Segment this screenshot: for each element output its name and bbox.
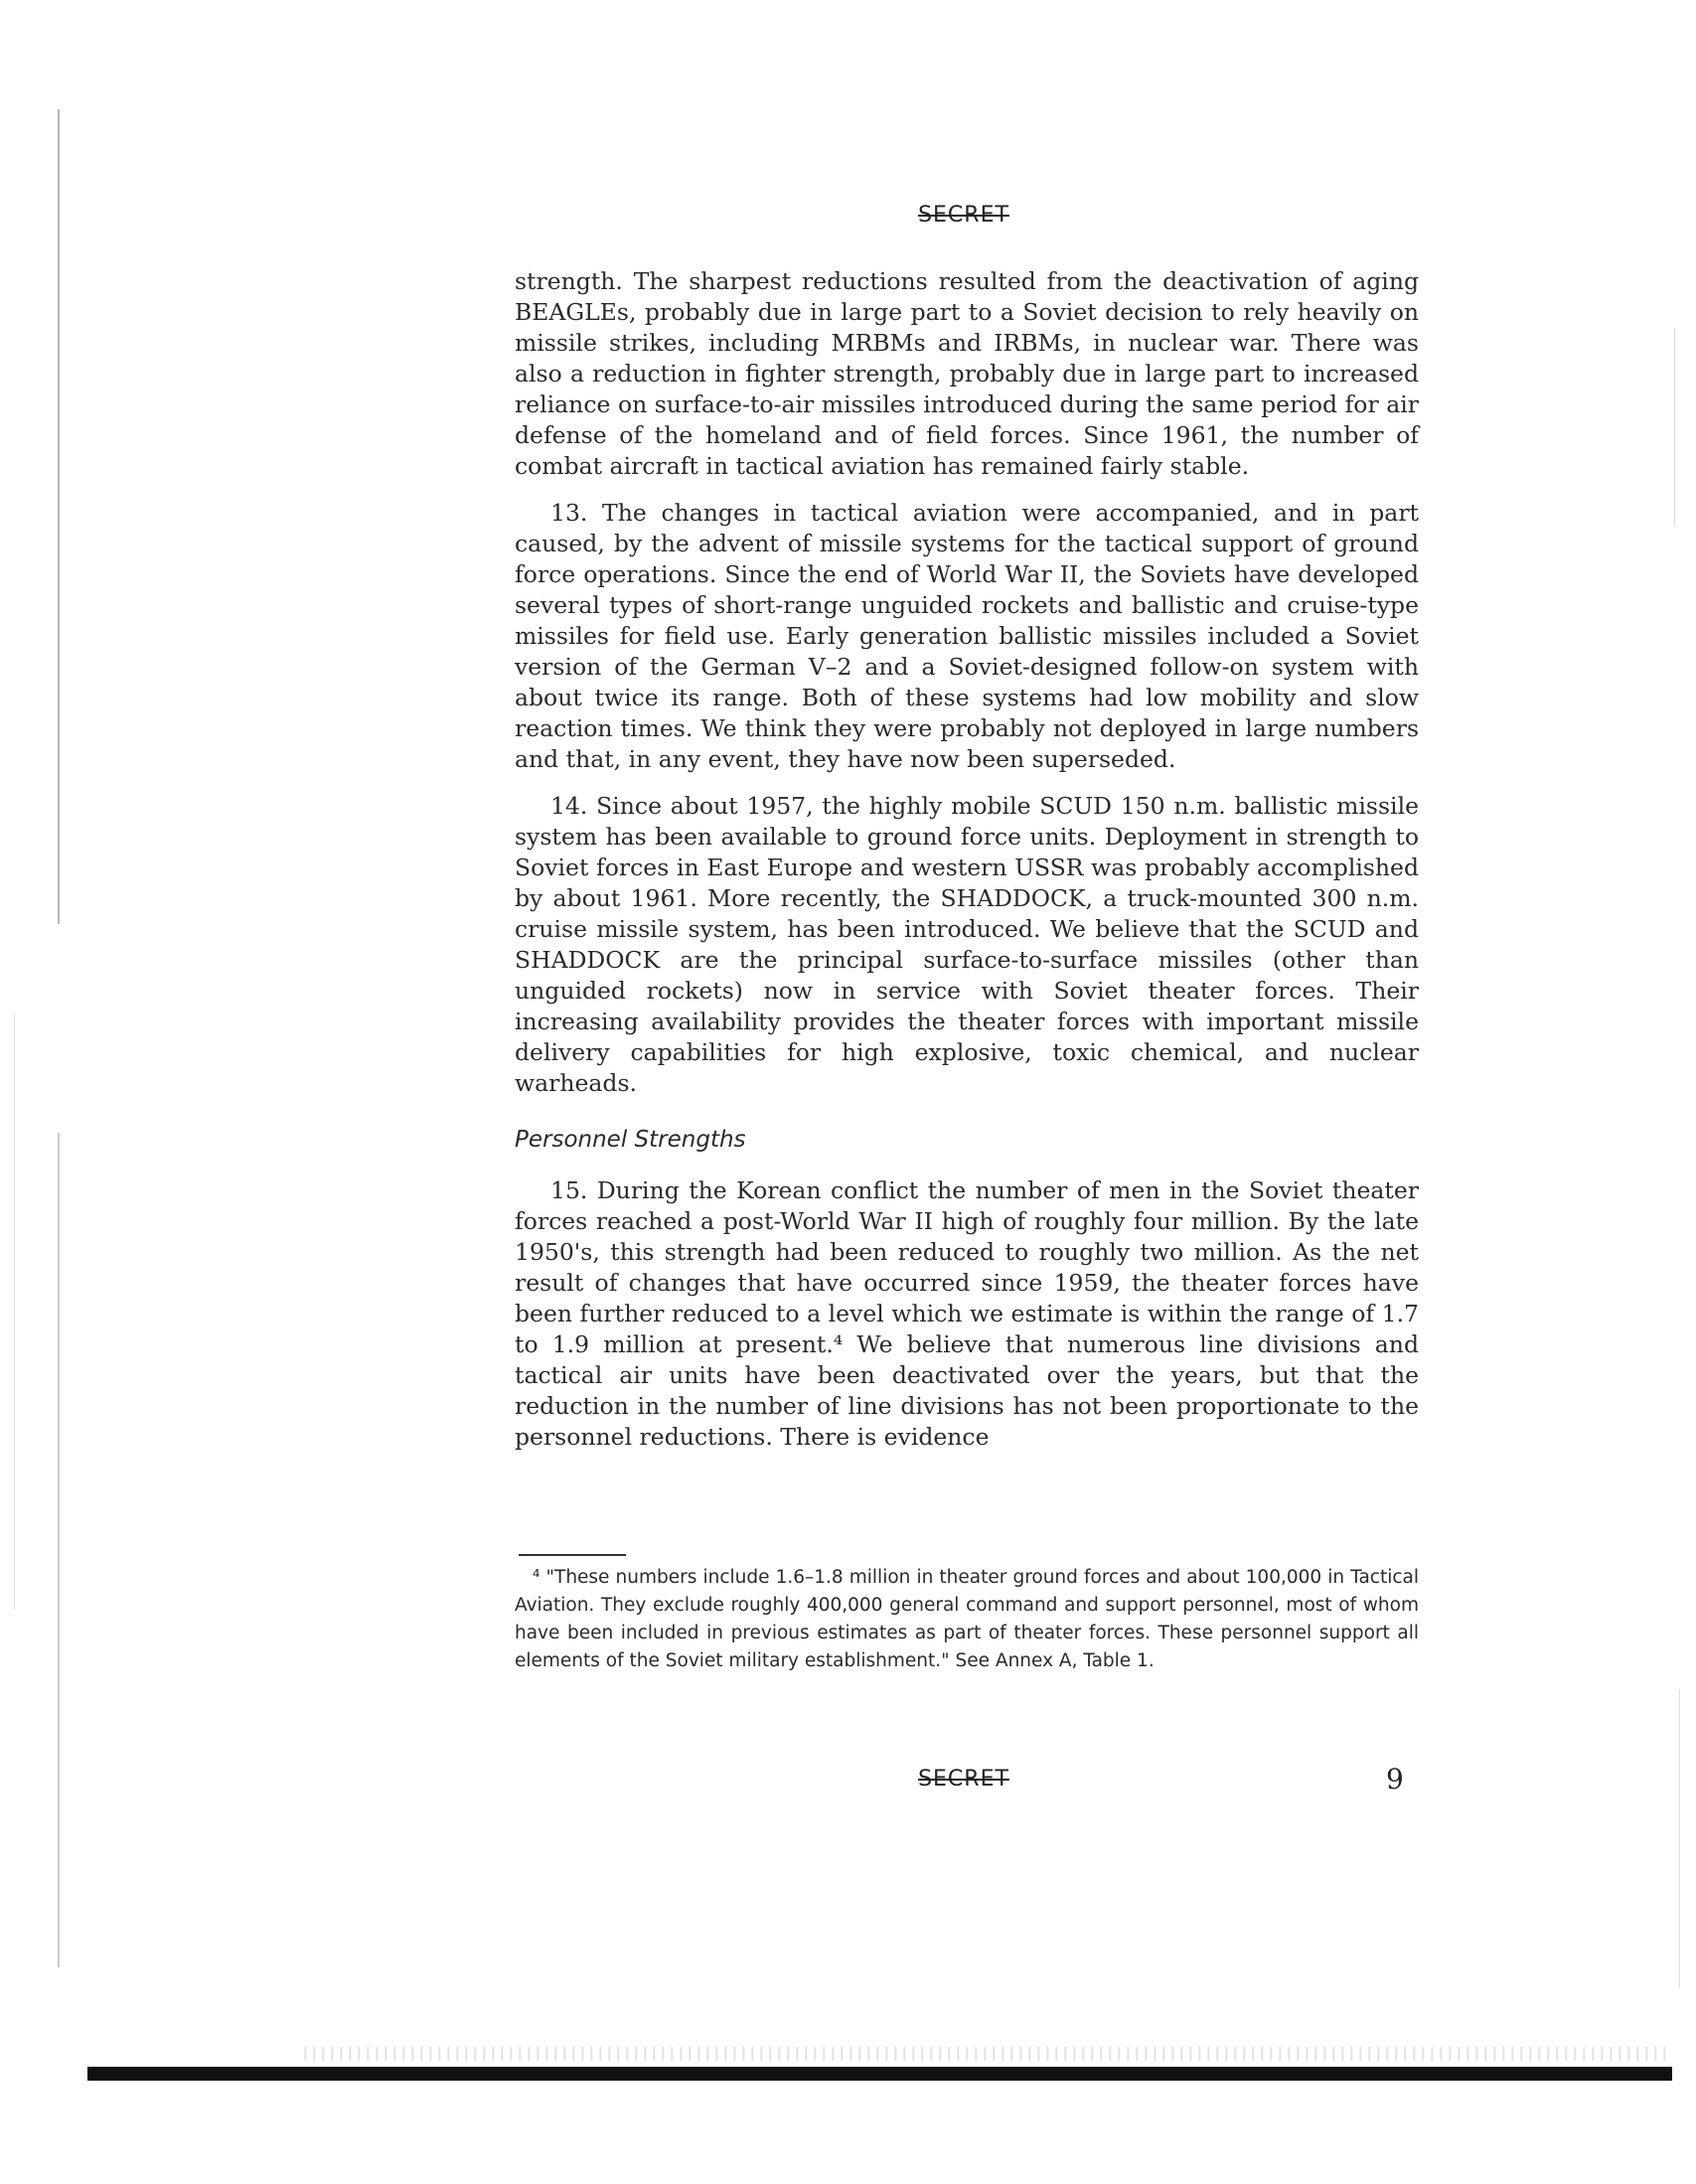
scan-margin-line <box>14 1014 15 1610</box>
scan-margin-line <box>1679 1689 1680 1987</box>
scan-bottom-edge <box>87 2067 1672 2081</box>
paragraph-12-continued: strength. The sharpest reductions resulted from the deactivation of aging BEAGLEs, probably due in large part to a Soviet decision to rely heavily on missile strikes, including MRBMs and IRBMs, in nuclear war. There was also a reduction in fighter strength, probably due in large part to increased reliance on surface-to-air missiles introduced during the same period for air defense of the homeland and of field forces. Since 1961, the number of combat aircraft in tactical aviation has remained fairly stable. <box>515 267 1419 480</box>
section-heading: Personnel Strengths <box>515 1127 746 1153</box>
page-number: 9 <box>1386 1763 1404 1795</box>
footnote: ⁴ "These numbers include 1.6–1.8 million in theater ground forces and about 100,000 in Tactical Aviation. They exclude roughly 400,000 general command and support personnel, most of whom have been included in previous estimates as part of theater forces. These personnel support all elements of the Soviet military establishment." See Annex A, Table 1. <box>515 1567 1419 1671</box>
header-classification-marking: SECRET <box>918 203 1009 228</box>
document-body <box>515 266 1419 1469</box>
paragraph-14: 14. Since about 1957, the highly mobile SCUD 150 n.m. ballistic missile system has been available to ground force units. Deployment in strength to Soviet forces in East Europe and western USSR was probably accomplished by about 1961. More recently, the SHADDOCK, a truck-mounted 300 n.m. cruise missile system, has been introduced. We believe that the SCUD and SHADDOCK are the principal surface-to-surface missiles (other than unguided rockets) now in service with Soviet theater forces. Their increasing availability provides the theater forces with important missile delivery capabilities for high explosive, toxic chemical, and nuclear warheads. <box>515 792 1419 1097</box>
paragraph-13: 13. The changes in tactical aviation were accompanied, and in part caused, by the advent of missile systems for the tactical support of ground force operations. Since the end of World War II, the Soviets have developed several types of short-range unguided rockets and ballistic and cruise-type missiles for field use. Early generation ballistic missiles included a Soviet version of the German V–2 and a Soviet-designed follow-on system with about twice its range. Both of these systems had low mobility and slow reaction times. We think they were probably not deployed in large numbers and that, in any event, they have now been superseded. <box>515 499 1419 773</box>
scan-margin-line <box>1674 328 1675 527</box>
scan-margin-line <box>58 1133 60 1967</box>
footer-classification-marking: SECRET <box>918 1767 1009 1792</box>
paragraph-15: 15. During the Korean conflict the number of men in the Soviet theater forces reached a post-World War II high of roughly four million. By the late 1950's, this strength had been reduced to roughly two million. As the net result of changes that have occurred since 1959, the theater forces have been further reduced to a level which we estimate is within the range of 1.7 to 1.9 million at present.⁴ We believe that numerous line divisions and tactical air units have been deactivated over the years, but that the reduction in the number of line divisions has not been proportionate to the personnel reductions. There is evidence <box>515 1176 1419 1451</box>
scan-noise <box>298 2047 1669 2061</box>
scan-margin-line <box>58 109 60 924</box>
footnote-divider <box>519 1554 626 1556</box>
